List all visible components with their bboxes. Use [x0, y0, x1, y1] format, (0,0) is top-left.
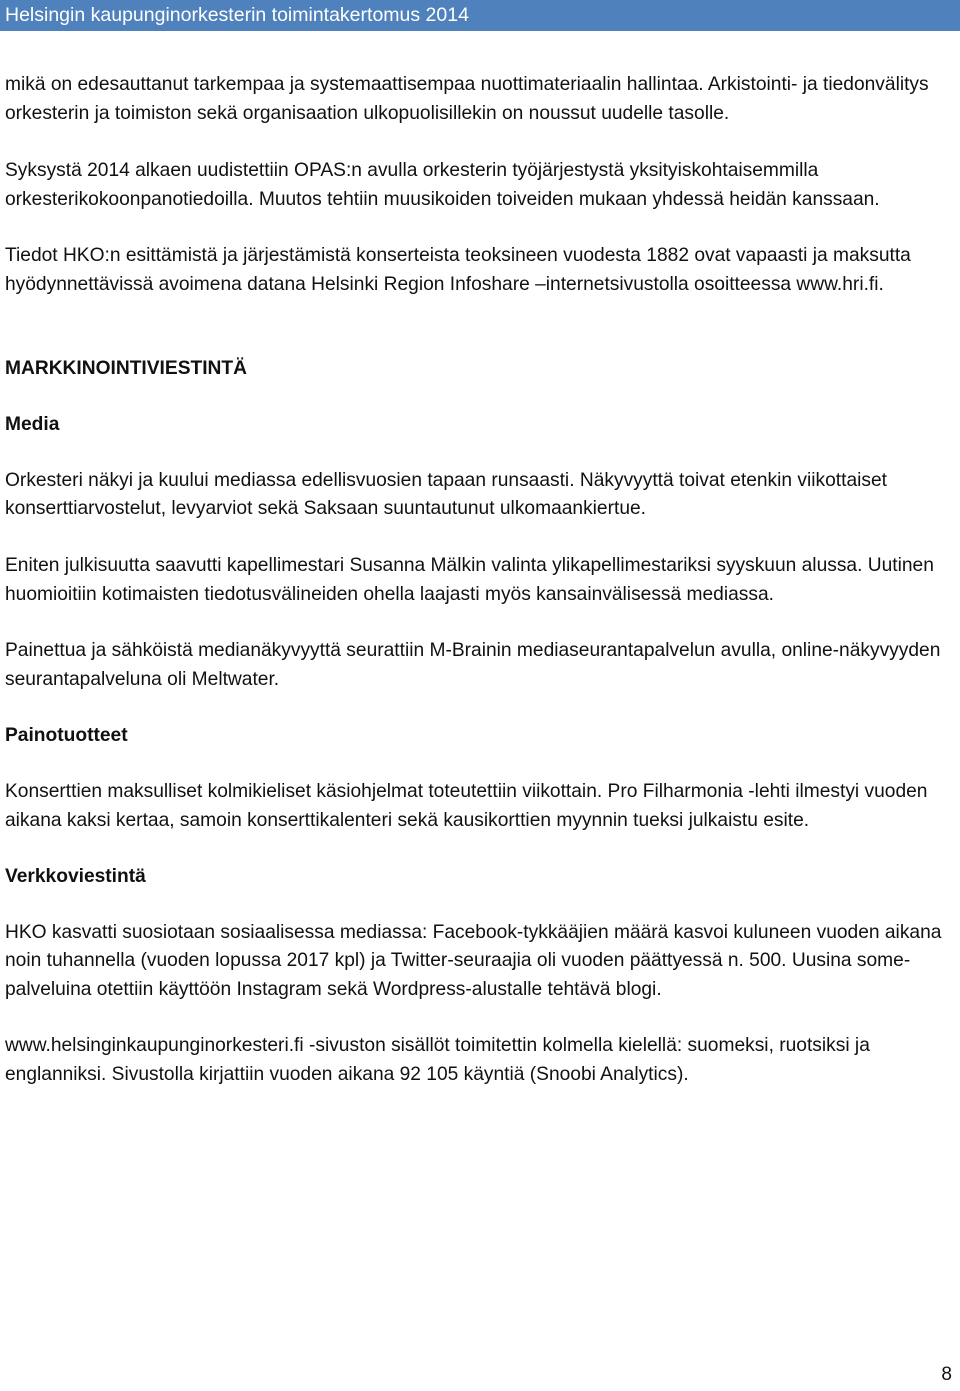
- paragraph-media-monitoring: Painettua ja sähköistä medianäkyvyyttä seurattiin M-Brainin mediaseurantapalvelun avulla, online-näkyvyyden seurantapalveluna oli Meltwater.: [5, 640, 941, 690]
- paragraph-open-data: Tiedot HKO:n esittämistä ja järjestämistä konserteista teoksineen vuodesta 1882 ovat vapaasti ja maksutta hyödynnettävissä avoimena datana Helsinki Region Infoshare –internetsivustolla osoitteessa www.hri.fi.: [5, 245, 911, 295]
- paragraph-media-visibility: Orkesteri näkyi ja kuului mediassa edellisvuosien tapaan runsaasti. Näkyvyyttä toivat etenkin viikottaiset konserttiarvostelut, levyarviot sekä Saksaan suuntautunut ulkomaankiertue.: [5, 469, 887, 520]
- paragraph-print-products: Konserttien maksulliset kolmikieliset käsiohjelmat toteutettiin viikottain. Pro Filharmonia -lehti ilmestyi vuoden aikana kaksi kertaa, samoin konserttikalenteri sekä kausikorttien myynnin tueksi julkaistu esite.: [5, 780, 928, 831]
- section-heading-marketing: MARKKINOINTIVIESTINTÄ: [5, 357, 247, 379]
- paragraph-social-media: HKO kasvatti suosiotaan sosiaalisessa mediassa: Facebook-tykkääjien määrä kasvoi kuluneen vuoden aikana noin tuhannella (vuoden lopussa 2017 kpl) ja Twitter-seuraajia oli vuoden päättyessä n. 500. Uusina some-palveluina otettiin käyttöön Instagram sekä Wordpress-alustalle tehtävä blogi.: [5, 921, 942, 1000]
- document-body: [5, 71, 953, 1090]
- paragraph-website: www.helsinginkaupunginorkesteri.fi -sivuston sisällöt toimitettin kolmella kielellä: suomeksi, ruotsiksi ja englanniksi. Sivustolla kirjattiin vuoden aikana 92 105 käyntiä (Snoobi Analytics).: [5, 1035, 870, 1086]
- document-title: Helsingin kaupunginorkesterin toimintakertomus 2014: [5, 4, 469, 26]
- paragraph-media-publicity: Eniten julkisuutta saavutti kapellimestari Susanna Mälkin valinta ylikapellimestariksi syyskuun alussa. Uutinen huomioitiin kotimaisten tiedotusvälineiden ohella laajasti myös kansainvälisessä mediassa.: [5, 554, 934, 605]
- subheading-media: Media: [5, 414, 60, 436]
- subheading-web-communication: Verkkoviestintä: [5, 866, 146, 888]
- page-number: 8: [941, 1364, 952, 1385]
- subheading-print-products: Painotuotteet: [5, 725, 128, 747]
- page-header: [0, 0, 960, 31]
- paragraph-archiving: mikä on edesauttanut tarkempaa ja systemaattisempaa nuottimateriaalin hallintaa. Arkistointi- ja tiedonvälitys orkesterin ja toimiston sekä organisaation ulkopuolisillekin on noussut uudelle tasolle.: [5, 74, 929, 124]
- paragraph-opas: Syksystä 2014 alkaen uudistettiin OPAS:n avulla orkesterin työjärjestystä yksityiskohtaisemmilla orkesterikokoonpanotiedoilla. Muutos tehtiin muusikoiden toiveiden mukaan yhdessä heidän kanssaan.: [5, 160, 880, 210]
